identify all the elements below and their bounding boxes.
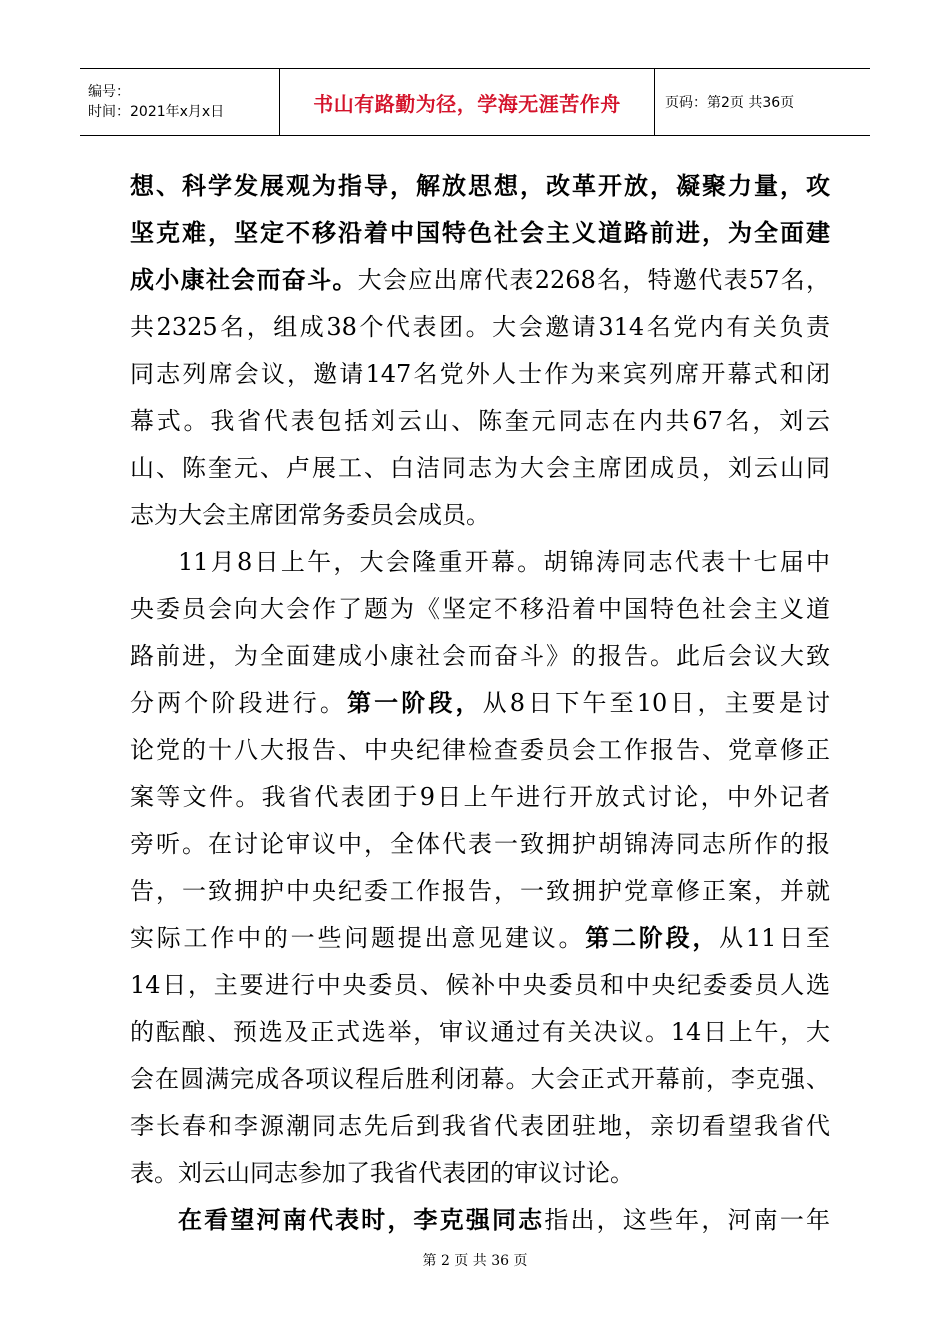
text-segment: 论党的十八大报告、中央纪律检查委员会工作报告、党章修正	[130, 736, 830, 764]
text-segment: 14日，主要进行中央委员、候补中央委员和中央纪委委员人选	[130, 971, 830, 999]
bold-text-segment: 坚克难，坚定不移沿着中国特色社会主义道路前进，为全面建	[130, 219, 830, 247]
text-segment: 山、陈奎元、卢展工、白洁同志为大会主席团成员，刘云山同	[130, 454, 830, 482]
header-motto: 书山有路勤为径，学海无涯苦作舟	[313, 91, 621, 116]
text-segment: 分两个阶段进行。	[130, 689, 348, 717]
text-segment: 旁听。在讨论审议中，全体代表一致拥护胡锦涛同志所作的报	[130, 830, 830, 858]
text-line	[130, 210, 830, 257]
text-segment: 幕式。我省代表包括刘云山、陈奎元同志在内共67名，刘云	[130, 407, 830, 435]
text-line	[130, 586, 830, 633]
serial-number-label: 编号：	[88, 84, 130, 100]
text-line	[130, 1009, 830, 1056]
text-segment: 大会应出席代表2268名，特邀代表57名，	[357, 266, 830, 294]
text-segment: 的酝酿、预选及正式选举，审议通过有关决议。14日上午，大	[130, 1018, 830, 1046]
text-line	[130, 398, 830, 445]
text-line	[130, 727, 830, 774]
text-line	[130, 492, 830, 539]
text-segment: 同志列席会议，邀请147名党外人士作为来宾列席开幕式和闭	[130, 360, 830, 388]
text-segment: 案等文件。我省代表团于9日上午进行开放式讨论，中外记者	[130, 783, 830, 811]
text-line	[130, 445, 830, 492]
bold-text-segment: 在看望河南代表时，李克强同志	[178, 1206, 545, 1234]
text-line	[130, 539, 830, 586]
document-body	[130, 163, 830, 1244]
text-segment: 会在圆满完成各项议程后胜利闭幕。大会正式开幕前，李克强、	[130, 1065, 830, 1093]
header-motto-cell	[280, 69, 655, 135]
text-line	[130, 915, 830, 962]
text-segment: 指出，这些年，河南一年	[544, 1206, 830, 1234]
header-meta	[80, 69, 280, 135]
text-segment: 告，一致拥护中央纪委工作报告，一致拥护党章修正案，并就	[130, 877, 830, 905]
text-segment: 11月8日上午，大会隆重开幕。胡锦涛同志代表十七届中	[178, 548, 830, 576]
text-line	[130, 257, 830, 304]
text-segment: 志为大会主席团常务委员会成员。	[130, 501, 490, 529]
page-footer: 第 2 页 共 36 页	[422, 1253, 528, 1269]
page-header	[80, 68, 870, 136]
text-line	[130, 680, 830, 727]
text-line	[130, 1103, 830, 1150]
text-line	[130, 868, 830, 915]
bold-text-segment: 第二阶段，	[585, 924, 720, 952]
text-line	[130, 774, 830, 821]
text-line	[130, 1056, 830, 1103]
text-line	[130, 304, 830, 351]
text-line	[130, 351, 830, 398]
text-segment: 从8日下午至10日，主要是讨	[482, 689, 830, 717]
text-line	[130, 821, 830, 868]
text-line	[130, 1197, 830, 1244]
text-segment: 表。刘云山同志参加了我省代表团的审议讨论。	[130, 1159, 634, 1187]
text-line	[130, 633, 830, 680]
text-line	[130, 962, 830, 1009]
text-segment: 李长春和李源潮同志先后到我省代表团驻地，亲切看望我省代	[130, 1112, 830, 1140]
text-segment: 实际工作中的一些问题提出意见建议。	[130, 924, 586, 952]
text-line	[130, 163, 830, 210]
bold-text-segment: 想、科学发展观为指导，解放思想，改革开放，凝聚力量，攻	[130, 172, 830, 200]
header-page-info-cell	[655, 69, 870, 135]
text-segment: 央委员会向大会作了题为《坚定不移沿着中国特色社会主义道	[130, 595, 830, 623]
bold-text-segment: 成小康社会而奋斗。	[130, 266, 358, 294]
text-segment: 路前进，为全面建成小康社会而奋斗》的报告。此后会议大致	[130, 642, 830, 670]
time-label: 时间：2021年x月x日	[88, 104, 225, 120]
text-segment: 从11日至	[719, 924, 830, 952]
text-line	[130, 1150, 830, 1197]
text-segment: 共2325名，组成38个代表团。大会邀请314名党内有关负责	[130, 313, 830, 341]
bold-text-segment: 第一阶段，	[347, 689, 483, 717]
header-page-info: 页码：第2页 共36页	[665, 95, 795, 111]
